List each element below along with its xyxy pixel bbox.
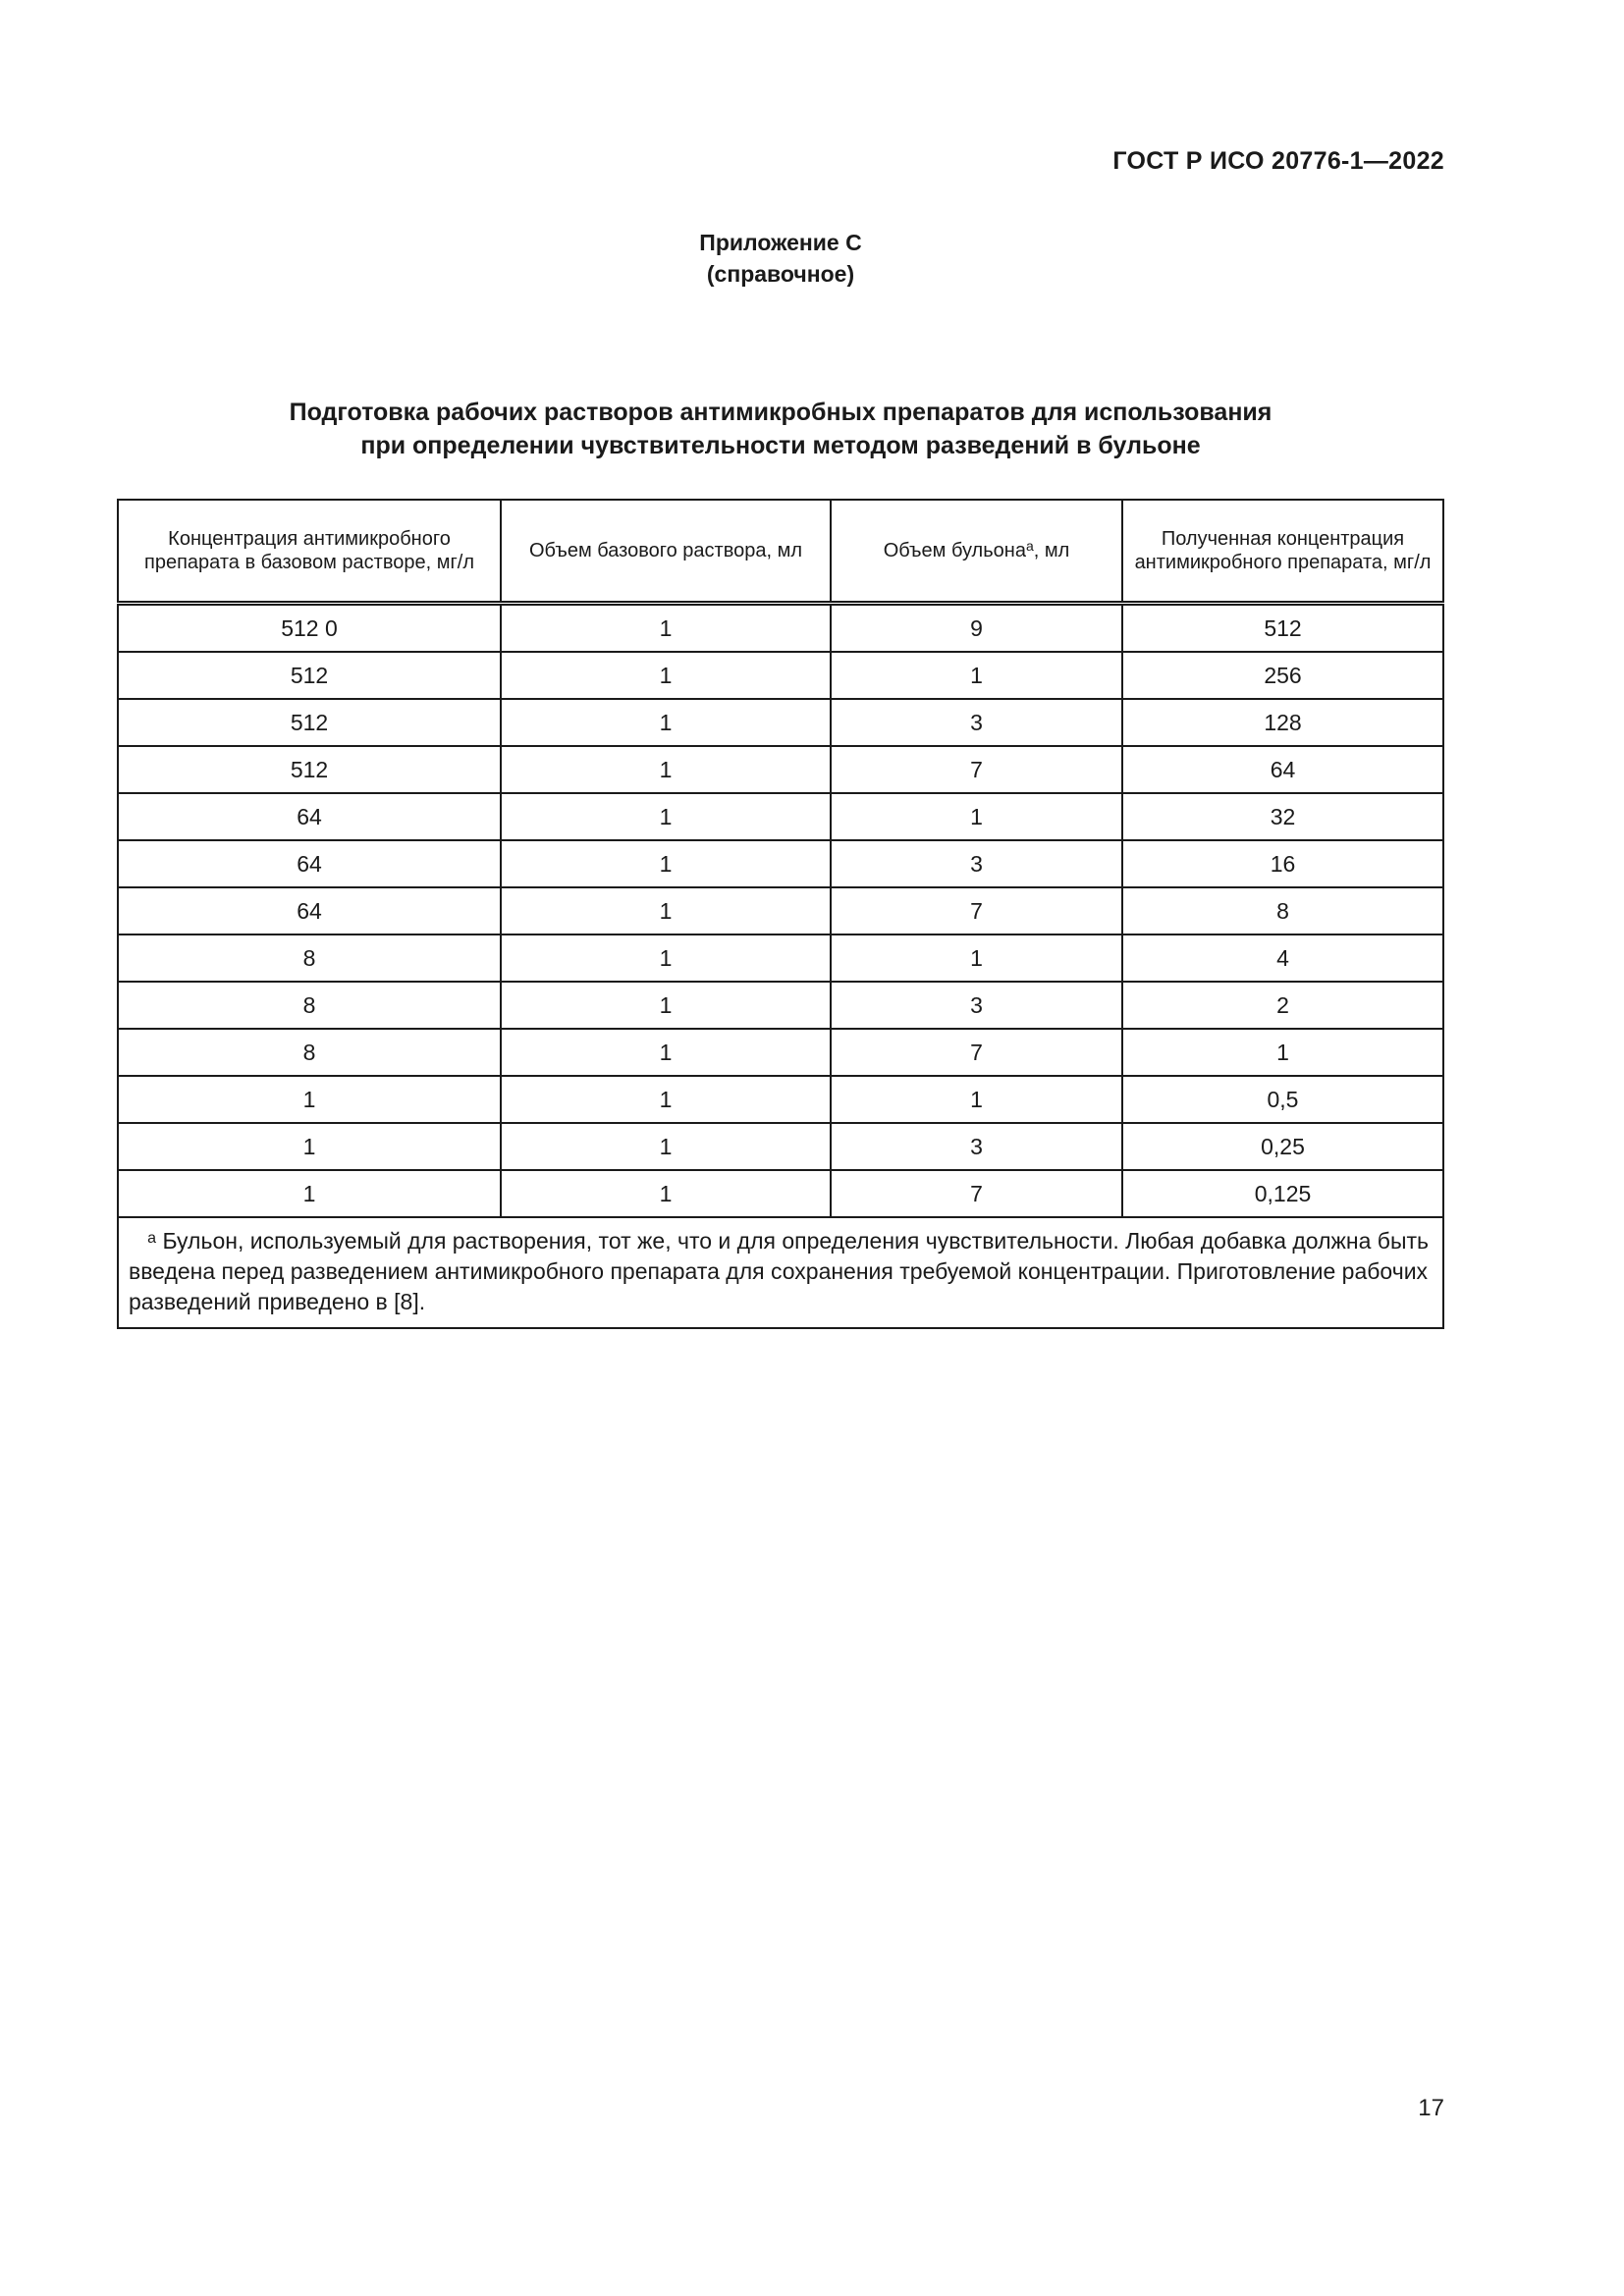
cell-stock-concentration: 512 <box>118 652 501 699</box>
cell-stock-concentration: 8 <box>118 982 501 1029</box>
appendix-title: Приложение С <box>699 230 862 255</box>
table-footnote <box>118 1217 1443 1328</box>
header-stock-volume: Объем базового раствора, мл <box>501 500 831 604</box>
cell-stock-volume: 1 <box>501 982 831 1029</box>
cell-result-concentration: 1 <box>1122 1029 1443 1076</box>
cell-broth-volume: 7 <box>831 887 1122 934</box>
cell-result-concentration: 0,125 <box>1122 1170 1443 1217</box>
cell-stock-concentration: 8 <box>118 934 501 982</box>
cell-broth-volume: 3 <box>831 699 1122 746</box>
cell-stock-concentration: 64 <box>118 793 501 840</box>
cell-result-concentration: 4 <box>1122 934 1443 982</box>
cell-stock-volume: 1 <box>501 652 831 699</box>
cell-result-concentration: 8 <box>1122 887 1443 934</box>
header-broth-volume-unit: , мл <box>1033 540 1070 561</box>
cell-stock-concentration: 1 <box>118 1170 501 1217</box>
table-row <box>118 934 1443 982</box>
cell-broth-volume: 7 <box>831 1029 1122 1076</box>
table-title <box>0 396 1561 462</box>
table-row <box>118 887 1443 934</box>
appendix-heading <box>0 227 1561 290</box>
cell-result-concentration: 512 <box>1122 604 1443 653</box>
table-row <box>118 1123 1443 1170</box>
cell-result-concentration: 128 <box>1122 699 1443 746</box>
cell-stock-volume: 1 <box>501 746 831 793</box>
standard-id: ГОСТ Р ИСО 20776-1—2022 <box>1112 147 1444 175</box>
cell-broth-volume: 1 <box>831 934 1122 982</box>
page-number: 17 <box>1418 2095 1444 2121</box>
header-broth-volume <box>831 500 1122 604</box>
table-row <box>118 1076 1443 1123</box>
cell-stock-concentration: 1 <box>118 1076 501 1123</box>
table-title-line-2: при определении чувствительности методом разведений в бульоне <box>360 432 1201 459</box>
table-row <box>118 699 1443 746</box>
footnote-text: Бульон, используемый для растворения, тот же, что и для определения чувствительности. Любая добавка должна быть введена перед разведением антимикробного препарата для сохранения требуемой концентрации. Приготовление рабочих разведений приведено в [8]. <box>129 1228 1429 1314</box>
table-row <box>118 1029 1443 1076</box>
cell-broth-volume: 7 <box>831 746 1122 793</box>
cell-broth-volume: 3 <box>831 840 1122 887</box>
cell-result-concentration: 16 <box>1122 840 1443 887</box>
cell-stock-volume: 1 <box>501 1076 831 1123</box>
cell-stock-volume: 1 <box>501 934 831 982</box>
header-broth-volume-label: Объем бульона <box>883 540 1026 561</box>
table-row <box>118 1170 1443 1217</box>
cell-result-concentration: 2 <box>1122 982 1443 1029</box>
cell-stock-concentration: 512 <box>118 746 501 793</box>
table-row <box>118 604 1443 653</box>
table-title-line-1: Подготовка рабочих растворов антимикробных препаратов для использования <box>289 399 1272 426</box>
cell-stock-concentration: 512 0 <box>118 604 501 653</box>
cell-broth-volume: 3 <box>831 1123 1122 1170</box>
cell-broth-volume: 3 <box>831 982 1122 1029</box>
footnote-ref: а <box>1025 538 1034 554</box>
cell-stock-volume: 1 <box>501 699 831 746</box>
cell-result-concentration: 0,25 <box>1122 1123 1443 1170</box>
header-stock-concentration: Концентрация антимикробного препарата в базовом растворе, мг/л <box>118 500 501 604</box>
cell-result-concentration: 256 <box>1122 652 1443 699</box>
cell-stock-volume: 1 <box>501 887 831 934</box>
appendix-subtitle: (справочное) <box>706 261 855 287</box>
cell-stock-volume: 1 <box>501 1170 831 1217</box>
table-row <box>118 793 1443 840</box>
table-header-row <box>118 500 1443 604</box>
cell-result-concentration: 0,5 <box>1122 1076 1443 1123</box>
cell-broth-volume: 1 <box>831 793 1122 840</box>
cell-result-concentration: 64 <box>1122 746 1443 793</box>
cell-stock-volume: 1 <box>501 793 831 840</box>
table-row <box>118 652 1443 699</box>
cell-broth-volume: 9 <box>831 604 1122 653</box>
cell-broth-volume: 1 <box>831 652 1122 699</box>
cell-stock-volume: 1 <box>501 840 831 887</box>
cell-result-concentration: 32 <box>1122 793 1443 840</box>
cell-stock-volume: 1 <box>501 1123 831 1170</box>
dilution-table <box>117 499 1444 1329</box>
table-row <box>118 982 1443 1029</box>
table-row <box>118 746 1443 793</box>
cell-broth-volume: 7 <box>831 1170 1122 1217</box>
footnote-row <box>118 1217 1443 1328</box>
cell-stock-volume: 1 <box>501 1029 831 1076</box>
table-row <box>118 840 1443 887</box>
cell-stock-concentration: 1 <box>118 1123 501 1170</box>
cell-stock-concentration: 64 <box>118 887 501 934</box>
cell-stock-concentration: 64 <box>118 840 501 887</box>
header-result-concentration: Полученная концентрация антимикробного препарата, мг/л <box>1122 500 1443 604</box>
cell-stock-concentration: 8 <box>118 1029 501 1076</box>
cell-stock-concentration: 512 <box>118 699 501 746</box>
cell-stock-volume: 1 <box>501 604 831 653</box>
footnote-mark: а <box>147 1230 157 1247</box>
cell-broth-volume: 1 <box>831 1076 1122 1123</box>
